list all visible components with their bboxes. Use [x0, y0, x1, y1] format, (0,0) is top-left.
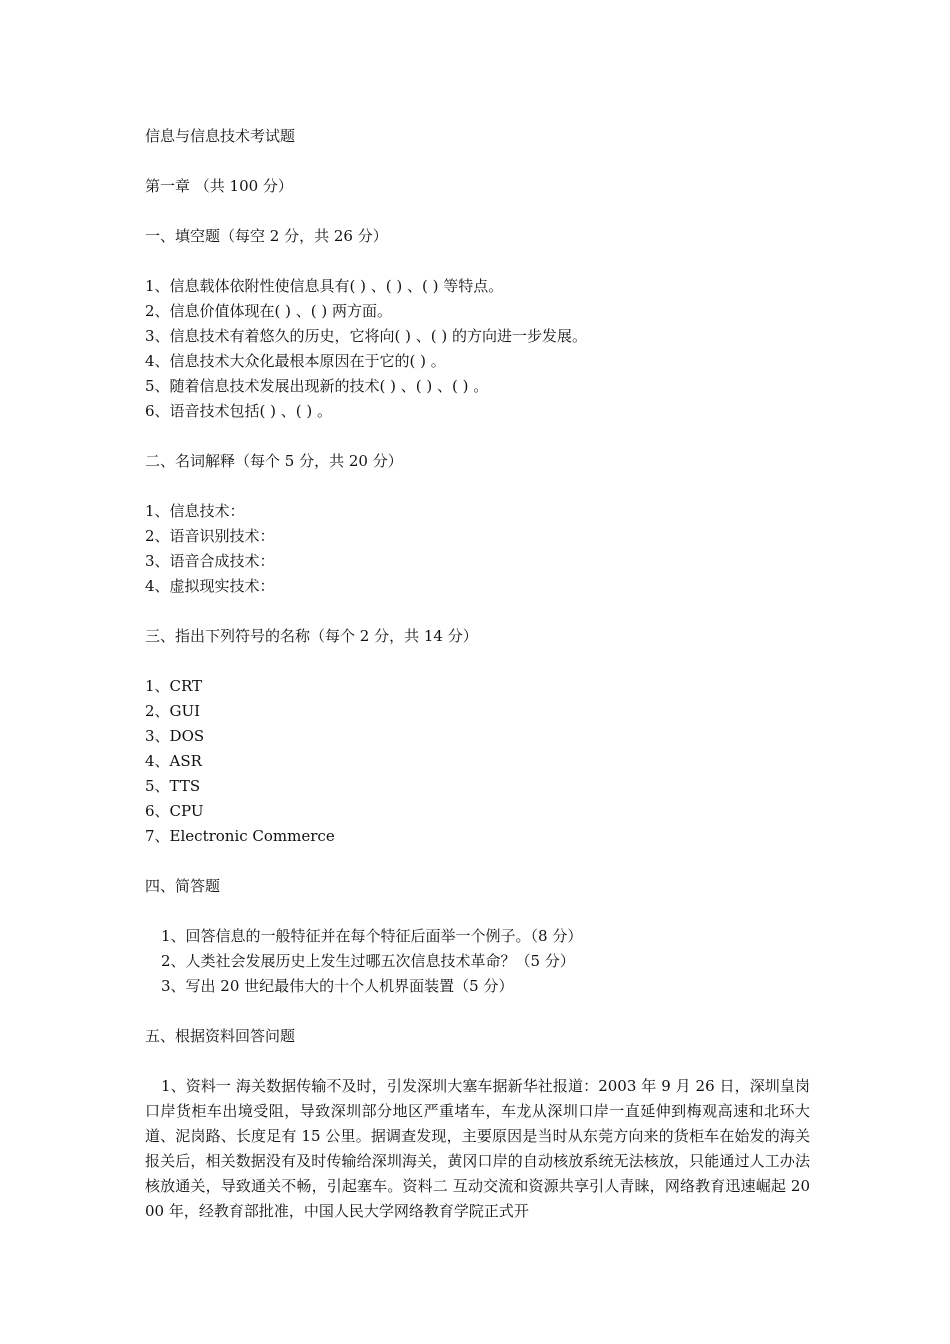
question-item: 3、语音合成技术：	[145, 552, 275, 570]
question-item: 6、CPU	[145, 802, 204, 820]
question-item: 2、信息价值体现在( ) 、( ) 两方面。	[145, 302, 393, 320]
question-item: 3、信息技术有着悠久的历史，它将向( ) 、( ) 的方向进一步发展。	[145, 327, 588, 345]
question-item: 3、DOS	[145, 727, 205, 745]
section-heading-fill-in: 一、填空题（每空 2 分，共 26 分）	[145, 227, 388, 245]
question-item: 6、语音技术包括( ) 、( ) 。	[145, 402, 333, 420]
spacer	[145, 999, 810, 1024]
question-item: 4、ASR	[145, 752, 202, 770]
reading-material-paragraph: 1、资料一 海关数据传输不及时，引发深圳大塞车据新华社报道：2003 年 9 月 26 日，深圳皇岗口岸货柜车出境受阻，导致深圳部分地区严重堵车，车龙从深圳口岸一直延伸到梅观高速和北环大道、泥岗路、长度足有 15 公里。据调查发现，主要原因是当时从东莞方向来的货柜车在始发的海关报关后，相关数据没有及时传输给深圳海关，黄冈口岸的自动核放系统无法核放，只能通过人工办法核放通关，导致通关不畅，引起塞车。资料二 互动交流和资源共享引人青睐，网络教育迅速崛起 2000 年，经教育部批准，中国人民大学网络教育学院正式开	[145, 1077, 810, 1220]
question-item: 5、TTS	[145, 777, 201, 795]
spacer	[145, 849, 810, 874]
spacer	[145, 649, 810, 674]
spacer	[145, 424, 810, 449]
question-item: 4、虚拟现实技术：	[145, 577, 275, 595]
document-body	[145, 124, 810, 1224]
question-item: 7、Electronic Commerce	[145, 827, 335, 845]
spacer	[145, 599, 810, 624]
question-item: 5、随着信息技术发展出现新的技术( ) 、( ) 、( ) 。	[145, 377, 489, 395]
spacer	[145, 149, 810, 174]
question-item: 1、信息载体依附性使信息具有( ) 、( ) 、( ) 等特点。	[145, 277, 504, 295]
section-heading-terms: 二、名词解释（每个 5 分，共 20 分）	[145, 452, 403, 470]
question-item: 1、回答信息的一般特征并在每个特征后面举一个例子。（8 分）	[161, 927, 583, 945]
question-item: 2、语音识别技术：	[145, 527, 275, 545]
spacer	[145, 199, 810, 224]
question-item: 1、CRT	[145, 677, 203, 695]
question-item: 4、信息技术大众化最根本原因在于它的( ) 。	[145, 352, 446, 370]
question-item: 1、信息技术：	[145, 502, 245, 520]
question-item: 3、写出 20 世纪最伟大的十个人机界面装置（5 分）	[161, 977, 514, 995]
spacer	[145, 1049, 810, 1074]
question-item: 2、GUI	[145, 702, 201, 720]
chapter-heading: 第一章 （共 100 分）	[145, 177, 293, 195]
spacer	[145, 899, 810, 924]
section-heading-symbols: 三、指出下列符号的名称（每个 2 分，共 14 分）	[145, 627, 478, 645]
document-title: 信息与信息技术考试题	[145, 127, 296, 145]
spacer	[145, 474, 810, 499]
spacer	[145, 249, 810, 274]
section-heading-short-answer: 四、简答题	[145, 877, 221, 895]
section-heading-reading: 五、根据资料回答问题	[145, 1027, 296, 1045]
question-item: 2、人类社会发展历史上发生过哪五次信息技术革命？（5 分）	[161, 952, 575, 970]
